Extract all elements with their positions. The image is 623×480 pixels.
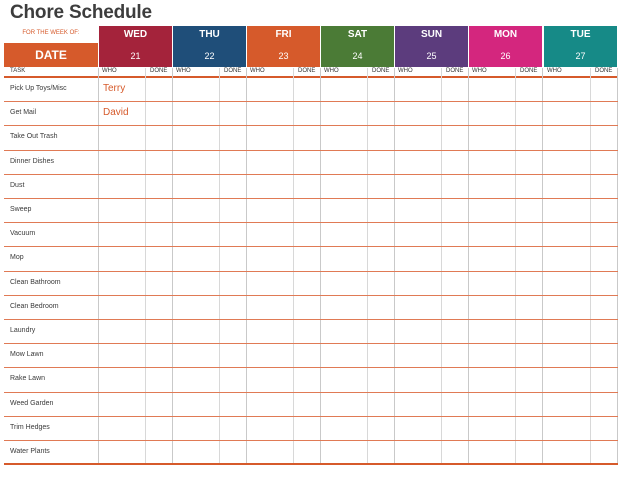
- grid-vline: [468, 68, 469, 464]
- day-name: SAT: [347, 29, 368, 40]
- grid-vline: [293, 68, 294, 464]
- task-label: Get Mail: [10, 109, 37, 117]
- row-divider: [4, 198, 618, 199]
- day-number: 25: [426, 51, 437, 61]
- task-label: Dinner Dishes: [10, 157, 54, 165]
- task-column-header: TASK: [10, 68, 26, 74]
- day-name: SUN: [420, 29, 443, 40]
- done-column-header: DONE: [150, 68, 168, 74]
- done-column-header: DONE: [520, 68, 538, 74]
- day-number: 21: [130, 51, 141, 61]
- row-divider: [4, 222, 618, 223]
- day-header-mon: [469, 26, 542, 67]
- done-column-header: DONE: [595, 68, 613, 74]
- grid-vline: [172, 68, 173, 464]
- done-column-header: DONE: [224, 68, 242, 74]
- row-divider: [4, 440, 618, 441]
- grid-vline: [367, 68, 368, 464]
- day-number: 26: [500, 51, 511, 61]
- task-label: Take Out Trash: [10, 133, 58, 141]
- day-number: 24: [352, 51, 363, 61]
- task-label: Water Plants: [10, 448, 50, 455]
- day-number: 27: [575, 51, 586, 61]
- day-name: MON: [493, 29, 518, 40]
- grid-vline: [515, 68, 516, 464]
- row-divider: [4, 392, 618, 393]
- page-title: Chore Schedule: [10, 2, 152, 23]
- who-column-header: WHO: [250, 68, 265, 74]
- day-number: 23: [278, 51, 289, 61]
- day-name: THU: [199, 29, 220, 40]
- row-divider: [4, 150, 618, 151]
- week-of-label: FOR THE WEEK OF:: [22, 30, 80, 36]
- done-column-header: DONE: [446, 68, 464, 74]
- task-label: Vacuum: [10, 230, 36, 238]
- task-label: Trim Hedges: [10, 423, 50, 431]
- day-number: 22: [204, 51, 215, 61]
- grid-vline: [145, 68, 146, 464]
- task-label: Sweep: [10, 206, 32, 213]
- day-name: FRI: [275, 29, 292, 40]
- who-column-header: WHO: [176, 68, 191, 74]
- assignee-name[interactable]: David: [103, 107, 129, 119]
- row-divider: [4, 101, 618, 102]
- day-header-fri: [247, 26, 320, 67]
- date-field[interactable]: DATE: [4, 43, 98, 67]
- who-column-header: WHO: [472, 68, 487, 74]
- day-header-tue: [544, 26, 617, 67]
- task-label: Clean Bathroom: [10, 278, 61, 286]
- done-column-header: DONE: [372, 68, 390, 74]
- who-column-header: WHO: [398, 68, 413, 74]
- task-label: Clean Bedroom: [10, 302, 59, 310]
- day-header-sat: [321, 26, 394, 67]
- row-divider: [4, 174, 618, 175]
- row-divider: [4, 246, 618, 247]
- day-header-thu: [173, 26, 246, 67]
- row-divider: [4, 319, 618, 320]
- day-header-wed: [99, 26, 172, 67]
- row-divider: [4, 343, 618, 344]
- row-divider: [4, 367, 618, 368]
- row-divider: [4, 416, 618, 417]
- who-column-header: WHO: [102, 68, 117, 74]
- done-column-header: DONE: [298, 68, 316, 74]
- grid-vline: [441, 68, 442, 464]
- row-divider: [4, 271, 618, 272]
- task-label: Rake Lawn: [10, 375, 46, 383]
- grid-vline: [98, 68, 99, 464]
- bottom-rule: [4, 463, 618, 465]
- who-column-header: WHO: [324, 68, 339, 74]
- task-label: Pick Up Toys/Misc: [10, 85, 67, 92]
- grid-vline: [320, 68, 321, 464]
- grid-vline: [617, 68, 618, 464]
- grid-vline: [394, 68, 395, 464]
- day-name: WED: [123, 29, 148, 40]
- header-rule: [4, 76, 618, 78]
- day-header-sun: [395, 26, 468, 67]
- task-label: Dust: [10, 181, 25, 189]
- row-divider: [4, 295, 618, 296]
- assignee-name[interactable]: Terry: [103, 83, 126, 94]
- row-divider: [4, 125, 618, 126]
- task-label: Mop: [10, 254, 24, 262]
- day-name: TUE: [570, 29, 591, 40]
- task-label: Laundry: [10, 327, 36, 334]
- who-column-header: WHO: [547, 68, 562, 74]
- grid-vline: [246, 68, 247, 464]
- task-label: Weed Garden: [10, 399, 54, 407]
- grid-vline: [219, 68, 220, 464]
- grid-vline: [542, 68, 543, 464]
- grid-vline: [590, 68, 591, 464]
- task-label: Mow Lawn: [10, 351, 44, 359]
